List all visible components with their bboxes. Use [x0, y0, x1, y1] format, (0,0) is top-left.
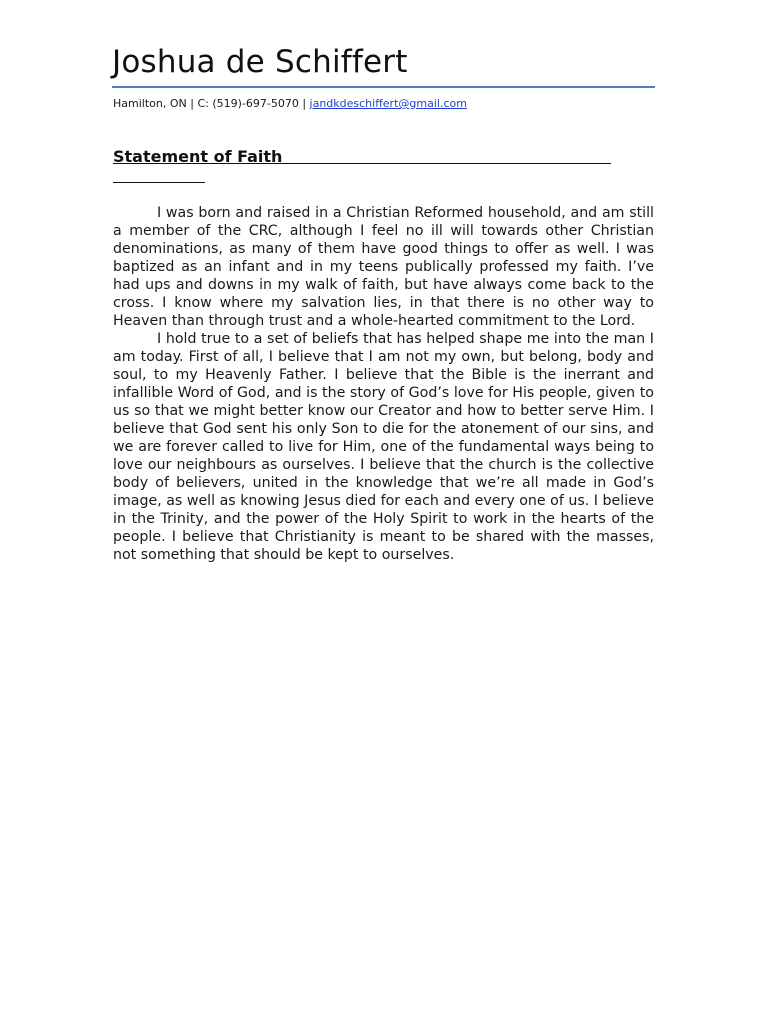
- email-link[interactable]: jandkdeschiffert@gmail.com: [309, 97, 467, 110]
- paragraph-2: I hold true to a set of beliefs that has helped shape me into the man I am today. First of all, I believe that I am not my own, but belong, body and soul, to my Heavenly Father. I believe that the Bible is the inerrant and infallible Word of God, and is the story of God’s love for His people, given to us so that we might better know our Creator and how to better serve Him. I believe that God sent his only Son to die for the atonement of our sins, and we are forever called to live for Him, one of the fundamental ways being to love our neighbours as ourselves. I believe that the church is the collective body of believers, united in the knowledge that we’re all made in God’s image, as well as knowing Jesus died for each and every one of us. I believe in the Trinity, and the power of the Holy Spirit to work in the hearts of the people. I believe that Christianity is meant to be shared with the masses, not something that should be kept to ourselves.: [113, 331, 654, 563]
- author-name: Joshua de Schiffert: [112, 44, 408, 80]
- contact-separator: |: [186, 97, 198, 110]
- contact-line: [113, 96, 467, 111]
- section-title: Statement of Faith: [113, 147, 283, 166]
- contact-separator: |: [298, 97, 310, 110]
- header-divider: [112, 86, 655, 88]
- contact-phone: C: (519)-697-5070: [197, 97, 299, 110]
- contact-location: Hamilton, ON: [113, 97, 187, 110]
- section-title-underline-continued: [113, 182, 205, 183]
- section-title-underline: [113, 163, 611, 164]
- paragraph-1: I was born and raised in a Christian Reformed household, and am still a member of the CRC, although I feel no ill will towards other Christian denominations, as many of them have good things to offer as well. I was baptized as an infant and in my teens publically professed my faith. I’ve had ups and downs in my walk of faith, but have always come back to the cross. I know where my salvation lies, in that there is no other way to Heaven than through trust and a whole-hearted commitment to the Lord.: [113, 205, 654, 329]
- statement-body: [113, 204, 654, 564]
